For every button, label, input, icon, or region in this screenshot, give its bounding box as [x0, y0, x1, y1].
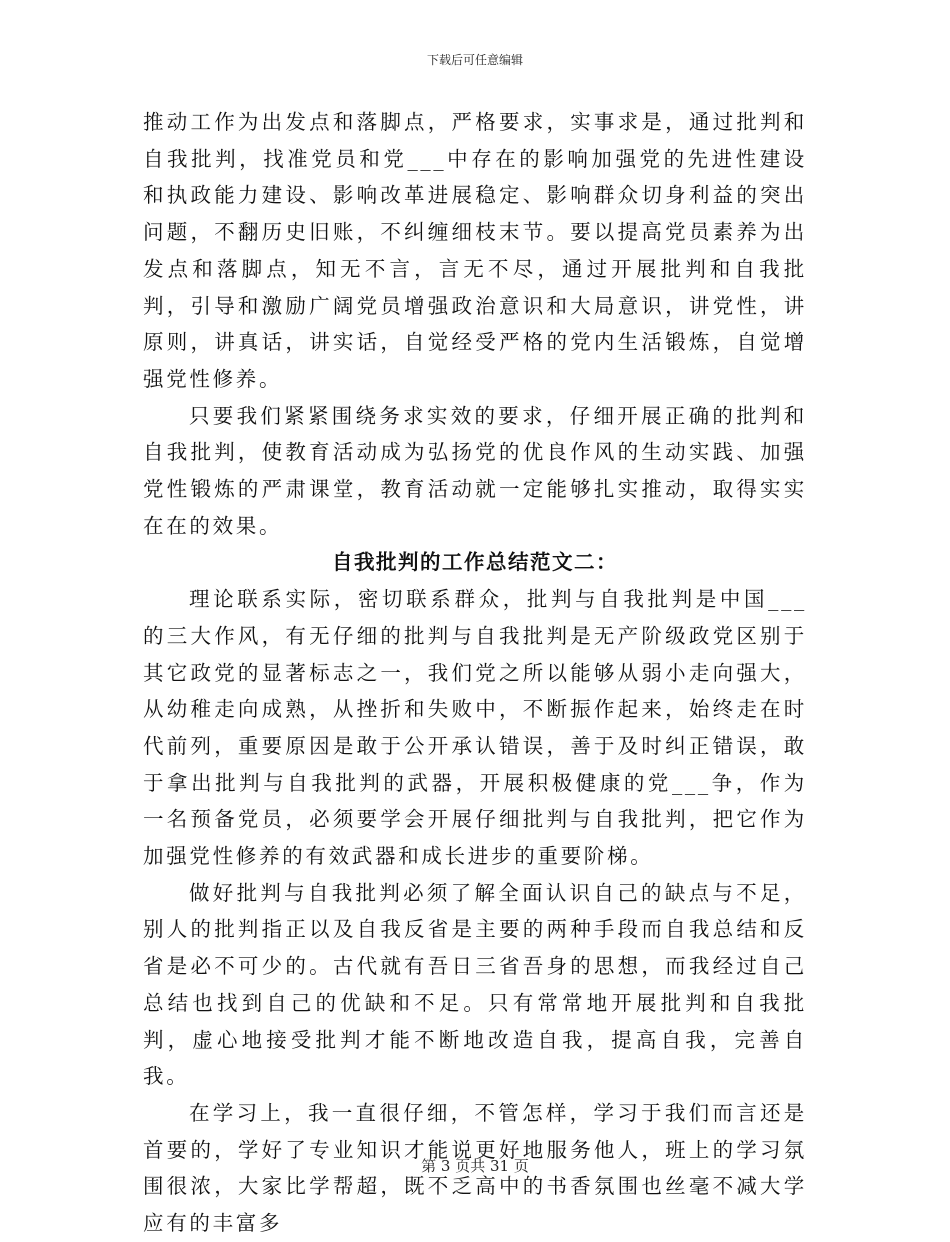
paragraph: 做好批判与自我批判必须了解全面认识自己的缺点与不足，别人的批判指正以及自我反省是主要的两种手段而自我总结和反省是必不可少的。古代就有吾日三省吾身的思想，而我经过自己总结也找到自己的优缺和不足。只有常常地开展批判和自我批判，虚心地接受批判才能不断地改造自我，提高自我，完善自我。 — [143, 880, 807, 1089]
paragraph: 理论联系实际，密切联系群众，批判与自我批判是中国___的三大作风，有无仔细的批判与自我批判是无产阶级政党区别于其它政党的显著标志之一，我们党之所以能够从弱小走向强大，从幼稚走向成熟，从挫折和失败中，不断振作起来，始终走在时代前列，重要原因是敢于公开承认错误，善于及时纠正错误，敢于拿出批判与自我批判的武器，开展积极健康的党___争，作为一名预备党员，必须要学会开展仔细批判与自我批判，把它作为加强党性修养的有效武器和成长进步的重要阶梯。 — [143, 587, 807, 869]
page-number-footer: 第 3 页共 31 页 — [421, 1157, 529, 1175]
page-header-note: 下载后可任意编辑 — [426, 53, 523, 67]
paragraph: 只要我们紧紧围绕务求实效的要求，仔细开展正确的批判和自我批判，使教育活动成为弘扬党的优良作风的生动实践、加强党性锻炼的严肃课堂，教育活动就一定能够扎实推动，取得实实在在的效果。 — [143, 403, 807, 538]
section-title: 自我批判的工作总结范文二： — [332, 550, 618, 575]
paragraph: 在学习上，我一直很仔细，不管怎样，学习于我们而言还是首要的，学好了专业知识才能说更好地服务他人，班上的学习氛围很浓，大家比学帮超，既不乏高中的书香氛围也丝毫不减大学应有的丰富多 — [143, 1100, 807, 1236]
paragraph-continued: 推动工作为出发点和落脚点，严格要求，实事求是，通过批判和自我批判，找准党员和党___中存在的影响加强党的先进性建设和执政能力建设、影响改革进展稳定、影响群众切身利益的突出问题，不翻历史旧账，不纠缠细枝末节。要以提高党员素养为出发点和落脚点，知无不言，言无不尽，通过开展批判和自我批判，引导和激励广阔党员增强政治意识和大局意识，讲党性，讲原则，讲真话，讲实话，自觉经受严格的党内生活锻炼，自觉增强党性修养。 — [143, 110, 807, 391]
document-body — [143, 104, 807, 1242]
